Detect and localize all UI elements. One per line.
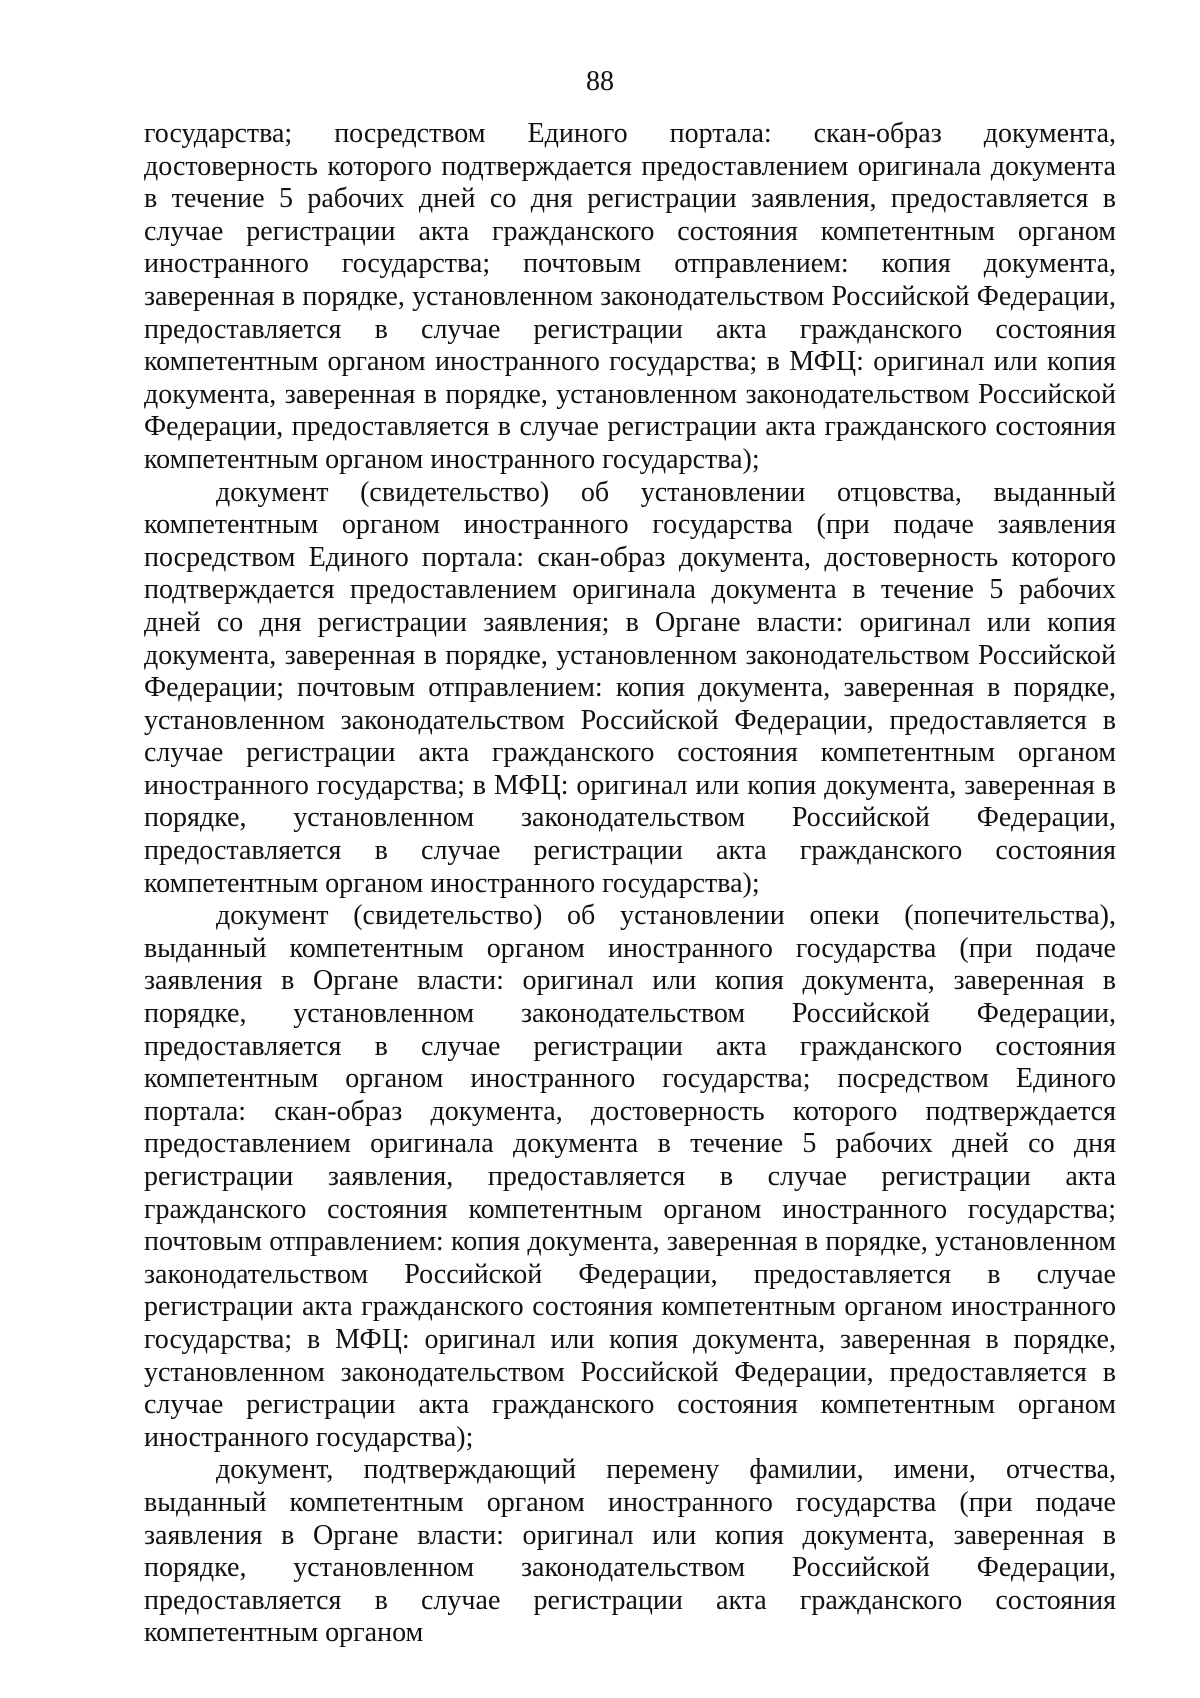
paragraph-continuation: государства; посредством Единого портала: скан-образ документа, достоверность которого подтверждается предоставлением оригинала документа в течение 5 рабочих дней со дня регистрации заявления, предоставляется в случае регистрации акта гражданского состояния компетентным органом иностранного государства; почтовым отправлением: копия документа, заверенная в порядке, установленном законодательством Российской Федерации, предоставляется в случае регистрации акта гражданского состояния компетентным органом иностранного государства; в МФЦ: оригинал или копия документа, заверенная в порядке, установленном законодательством Российской Федерации, предоставляется в случае регистрации акта гражданского состояния компетентным органом иностранного государства); bbox=[144, 118, 1116, 475]
document-body bbox=[144, 118, 1116, 1650]
paragraph-paternity-document: документ (свидетельство) об установлении отцовства, выданный компетентным органом иностранного государства (при подаче заявления посредством Единого портала: скан-образ документа, достоверность которого подтверждается предоставлением оригинала документа в течение 5 рабочих дней со дня регистрации заявления; в Органе власти: оригинал или копия документа, заверенная в порядке, установленном законодательством Российской Федерации; почтовым отправлением: копия документа, заверенная в порядке, установленном законодательством Российской Федерации, предоставляется в случае регистрации акта гражданского состояния компетентным органом иностранного государства; в МФЦ: оригинал или копия документа, заверенная в порядке, установленном законодательством Российской Федерации, предоставляется в случае регистрации акта гражданского состояния компетентным органом иностранного государства); bbox=[144, 476, 1116, 899]
page-number: 88 bbox=[586, 66, 614, 97]
paragraph-guardianship-document: документ (свидетельство) об установлении опеки (попечительства), выданный компетентным органом иностранного государства (при подаче заявления в Органе власти: оригинал или копия документа, заверенная в порядке, установленном законодательством Российской Федерации, предоставляется в случае регистрации акта гражданского состояния компетентным органом иностранного государства; посредством Единого портала: скан-образ документа, достоверность которого подтверждается предоставлением оригинала документа в течение 5 рабочих дней со дня регистрации заявления, предоставляется в случае регистрации акта гражданского состояния компетентным органом иностранного государства; почтовым отправлением: копия документа, заверенная в порядке, установленном законодательством Российской Федерации, предоставляется в случае регистрации акта гражданского состояния компетентным органом иностранного государства; в МФЦ: оригинал или копия документа, заверенная в порядке, установленном законодательством Российской Федерации, предоставляется в случае регистрации акта гражданского состояния компетентным органом иностранного государства); bbox=[144, 900, 1116, 1453]
paragraph-name-change-document: документ, подтверждающий перемену фамилии, имени, отчества, выданный компетентным органом иностранного государства (при подаче заявления в Органе власти: оригинал или копия документа, заверенная в порядке, установленном законодательством Российской Федерации, предоставляется в случае регистрации акта гражданского состояния компетентным органом bbox=[144, 1454, 1116, 1649]
